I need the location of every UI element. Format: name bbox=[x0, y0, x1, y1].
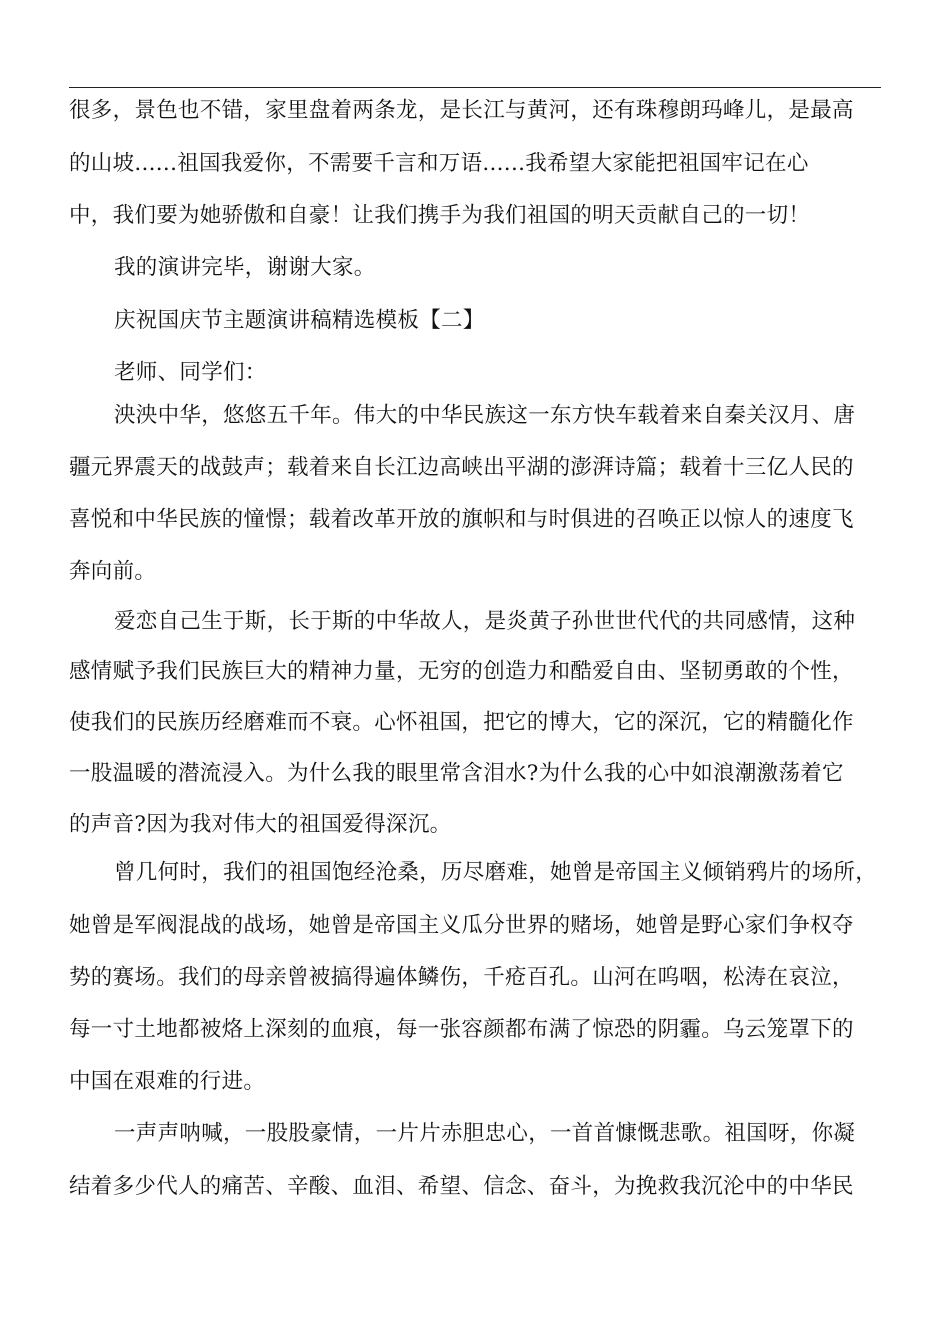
text-line: 喜悦和中华民族的憧憬；载着改革开放的旗帜和与时俱进的召唤正以惊人的速度飞 bbox=[69, 507, 854, 532]
text-line: 一股温暖的潜流浸入。为什么我的眼里常含泪水?为什么我的心中如浪潮激荡着它 bbox=[69, 761, 844, 786]
text-line: 势的赛场。我们的母亲曾被搞得遍体鳞伤，千疮百孔。山河在呜咽，松涛在哀泣， bbox=[69, 965, 854, 990]
text-line: 中国在艰难的行进。 bbox=[69, 1069, 266, 1094]
closing-line: 我的演讲完毕，谢谢大家。 bbox=[114, 255, 376, 280]
salutation: 老师、同学们： bbox=[114, 360, 267, 385]
text-line: 中，我们要为她骄傲和自豪！让我们携手为我们祖国的明天贡献自己的一切！ bbox=[69, 203, 811, 228]
text-line: 奔向前。 bbox=[69, 559, 157, 584]
section-heading: 庆祝国庆节主题演讲稿精选模板【二】 bbox=[114, 308, 485, 333]
text-line: 很多，景色也不错，家里盘着两条龙，是长江与黄河，还有珠穆朗玛峰儿，是最高 bbox=[69, 98, 854, 123]
text-line: 爱恋自己生于斯，长于斯的中华故人，是炎黄子孙世世代代的共同感情，这种 bbox=[114, 609, 856, 634]
text-line: 结着多少代人的痛苦、辛酸、血泪、希望、信念、奋斗，为挽救我沉沦中的中华民 bbox=[69, 1174, 854, 1199]
text-line: 的山坡......祖国我爱你，不需要千言和万语......我希望大家能把祖国牢记在心 bbox=[69, 151, 809, 176]
text-line: 一声声呐喊，一股股豪情，一片片赤胆忠心，一首首慷慨悲歌。祖国呀，你凝 bbox=[114, 1121, 856, 1146]
text-line: 泱泱中华，悠悠五千年。伟大的中华民族这一东方快车载着来自秦关汉月、唐 bbox=[114, 403, 856, 428]
text-line: 使我们的民族历经磨难而不衰。心怀祖国，把它的博大，它的深沉，它的精髓化作 bbox=[69, 710, 854, 735]
text-line: 感情赋予我们民族巨大的精神力量，无穷的创造力和酷爱自由、坚韧勇敢的个性， bbox=[69, 659, 854, 684]
header-rule bbox=[69, 87, 881, 88]
text-line: 她曾是军阀混战的战场，她曾是帝国主义瓜分世界的赌场，她曾是野心家们争权夺 bbox=[69, 913, 854, 938]
text-line: 曾几何时，我们的祖国饱经沧桑，历尽磨难，她曾是帝国主义倾销鸦片的场所， bbox=[114, 860, 878, 885]
text-line: 每一寸土地都被烙上深刻的血痕，每一张容颜都布满了惊恐的阴霾。乌云笼罩下的 bbox=[69, 1017, 854, 1042]
text-line: 疆元界震天的战鼓声；载着来自长江边高峡出平湖的澎湃诗篇；载着十三亿人民的 bbox=[69, 455, 854, 480]
text-line: 的声音?因为我对伟大的祖国爱得深沉。 bbox=[69, 812, 452, 837]
